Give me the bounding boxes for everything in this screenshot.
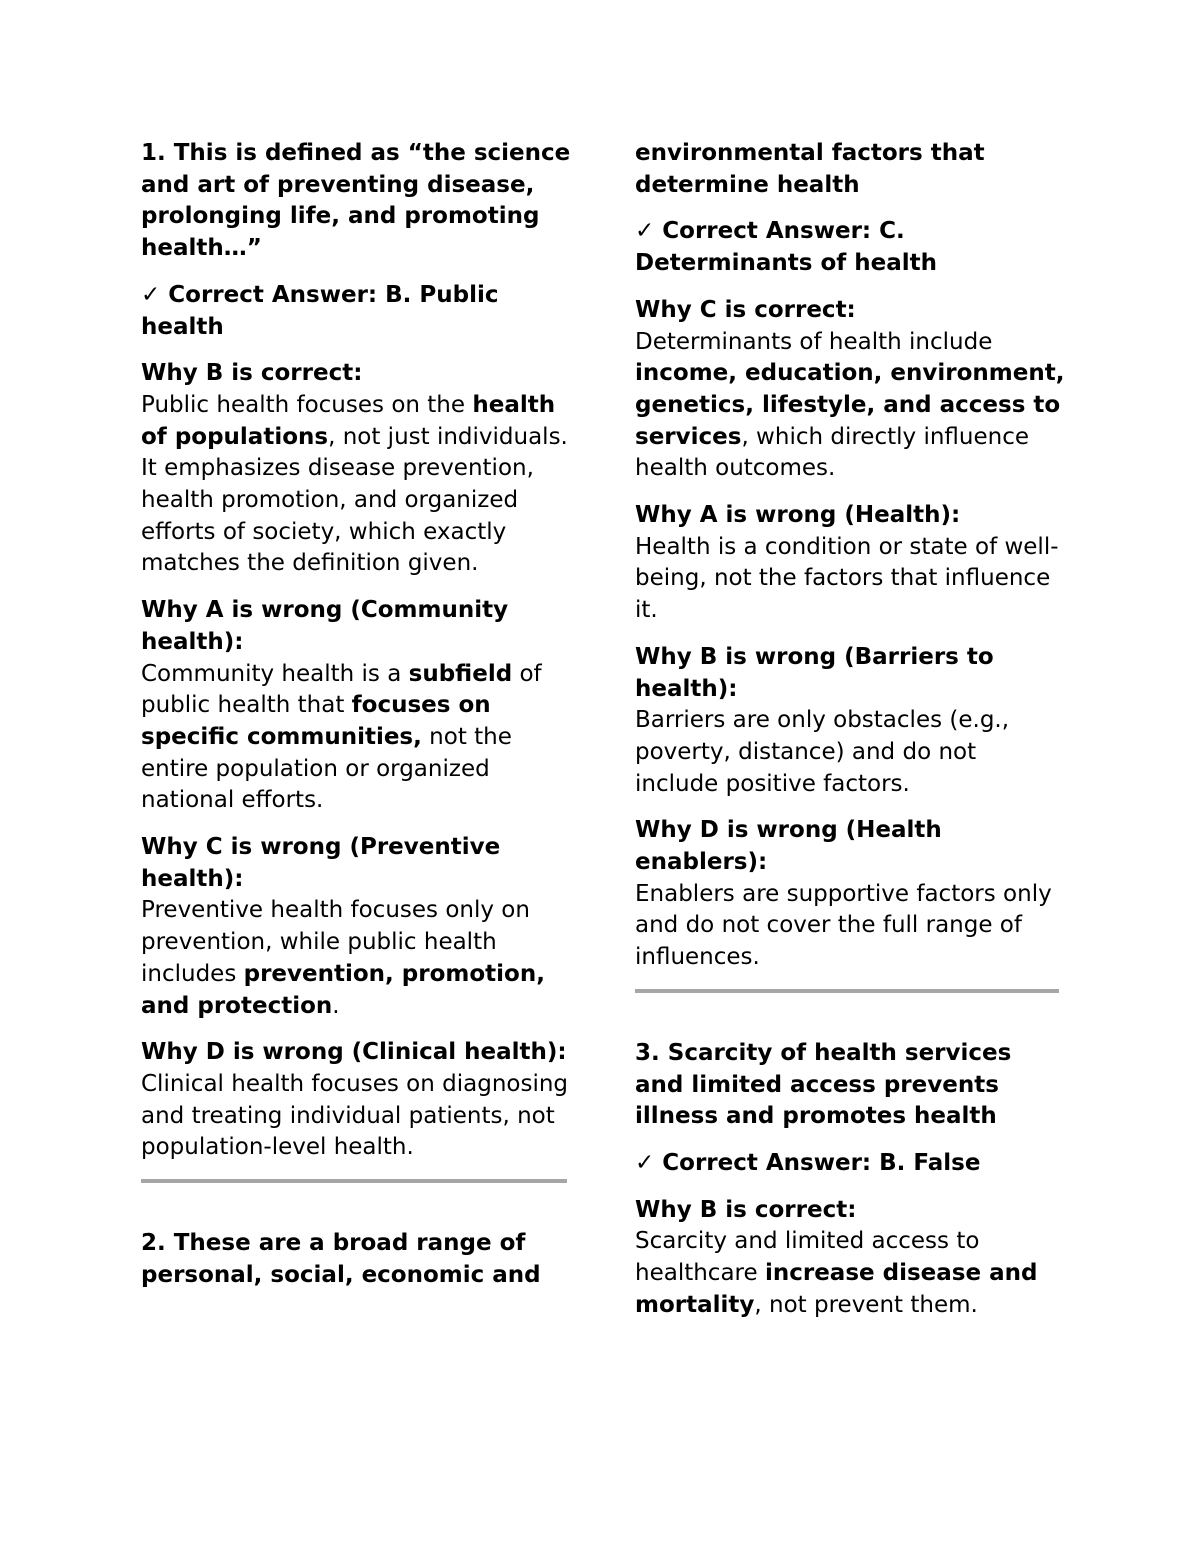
q1-why-d-wrong-text: Clinical health focuses on diagnosing and treating individual patients, not population-level health. — [141, 1070, 569, 1161]
q1-why-c-wrong-text — [141, 895, 571, 1022]
q3-correct-answer: ✓ Correct Answer: B. False — [635, 1149, 981, 1176]
bold-run: focuses on specific communities, — [141, 692, 491, 750]
q1-why-b-correct-text — [141, 390, 571, 580]
text-run: Public health focuses on the — [141, 391, 473, 418]
q2-question-part1: 2. These are a broad range of personal, social, economic and — [141, 1230, 541, 1288]
q1-why-b-correct-heading: Why B is correct: — [141, 360, 363, 387]
q1-why-d-wrong-heading: Why D is wrong (Clinical health): — [141, 1039, 567, 1066]
q1-why-a-wrong-text — [141, 659, 571, 818]
text-run: , not just individuals. It emphasizes disease prevention, health promotion, and organized efforts of society, which exactly matches the definition given. — [141, 423, 568, 577]
q3-why-b-correct-heading: Why B is correct: — [635, 1196, 857, 1223]
text-run: , which directly influence health outcomes. — [635, 423, 1029, 482]
right-column — [635, 138, 1065, 1337]
bold-run: subfield — [408, 660, 513, 687]
q1-why-a-wrong-heading: Why A is wrong (Community health): — [141, 597, 509, 655]
text-run: . — [332, 992, 340, 1019]
q2-why-b-wrong-text: Barriers are only obstacles (e.g., poverty, distance) and do not include positive factors. — [635, 707, 1010, 797]
text-run: Determinants of health include — [635, 328, 993, 355]
q2-why-d-wrong-heading: Why D is wrong (Health enablers): — [635, 817, 942, 876]
text-run: of public health that — [141, 660, 542, 719]
q2-why-a-wrong-text: Health is a condition or state of well-being, not the factors that influence it. — [635, 533, 1059, 624]
bold-run: health of populations — [141, 391, 556, 450]
text-run: not the entire population or organized national efforts. — [141, 723, 512, 814]
q2-why-c-correct-text — [635, 327, 1065, 486]
q1-question: 1. This is defined as “the science and art of preventing disease, prolonging life, and promoting health…” — [141, 140, 571, 262]
q2-why-c-correct-heading: Why C is correct: — [635, 296, 856, 323]
q2-correct-answer: ✓ Correct Answer: C. Determinants of health — [635, 218, 937, 277]
section-divider — [635, 989, 1059, 993]
q2-question-part2: environmental factors that determine health — [635, 140, 985, 198]
q1-why-c-wrong-heading: Why C is wrong (Preventive health): — [141, 834, 501, 892]
q3-question: 3. Scarcity of health services and limited access prevents illness and promotes health — [635, 1039, 1012, 1130]
q3-why-b-correct-text — [635, 1226, 1065, 1321]
q2-why-b-wrong-heading: Why B is wrong (Barriers to health): — [635, 643, 994, 702]
text-run: Community health is a — [141, 660, 409, 687]
bold-run: prevention, promotion, and protection — [141, 960, 545, 1019]
text-run: Preventive health focuses only on prevention, while public health includes — [141, 897, 530, 987]
left-column — [141, 138, 571, 1307]
q2-why-a-wrong-heading: Why A is wrong (Health): — [635, 502, 961, 529]
section-divider — [141, 1179, 567, 1183]
bold-run: increase disease and mortality — [635, 1260, 1038, 1318]
q1-correct-answer: ✓ Correct Answer: B. Public health — [141, 281, 499, 340]
text-run: Scarcity and limited access to healthcare — [635, 1228, 980, 1287]
text-run: , not prevent them. — [754, 1291, 978, 1318]
q2-why-d-wrong-text: Enablers are supportive factors only and do not cover the full range of influences. — [635, 880, 1052, 971]
bold-run: income, education, environment, genetics, lifestyle, and access to services — [635, 360, 1065, 450]
